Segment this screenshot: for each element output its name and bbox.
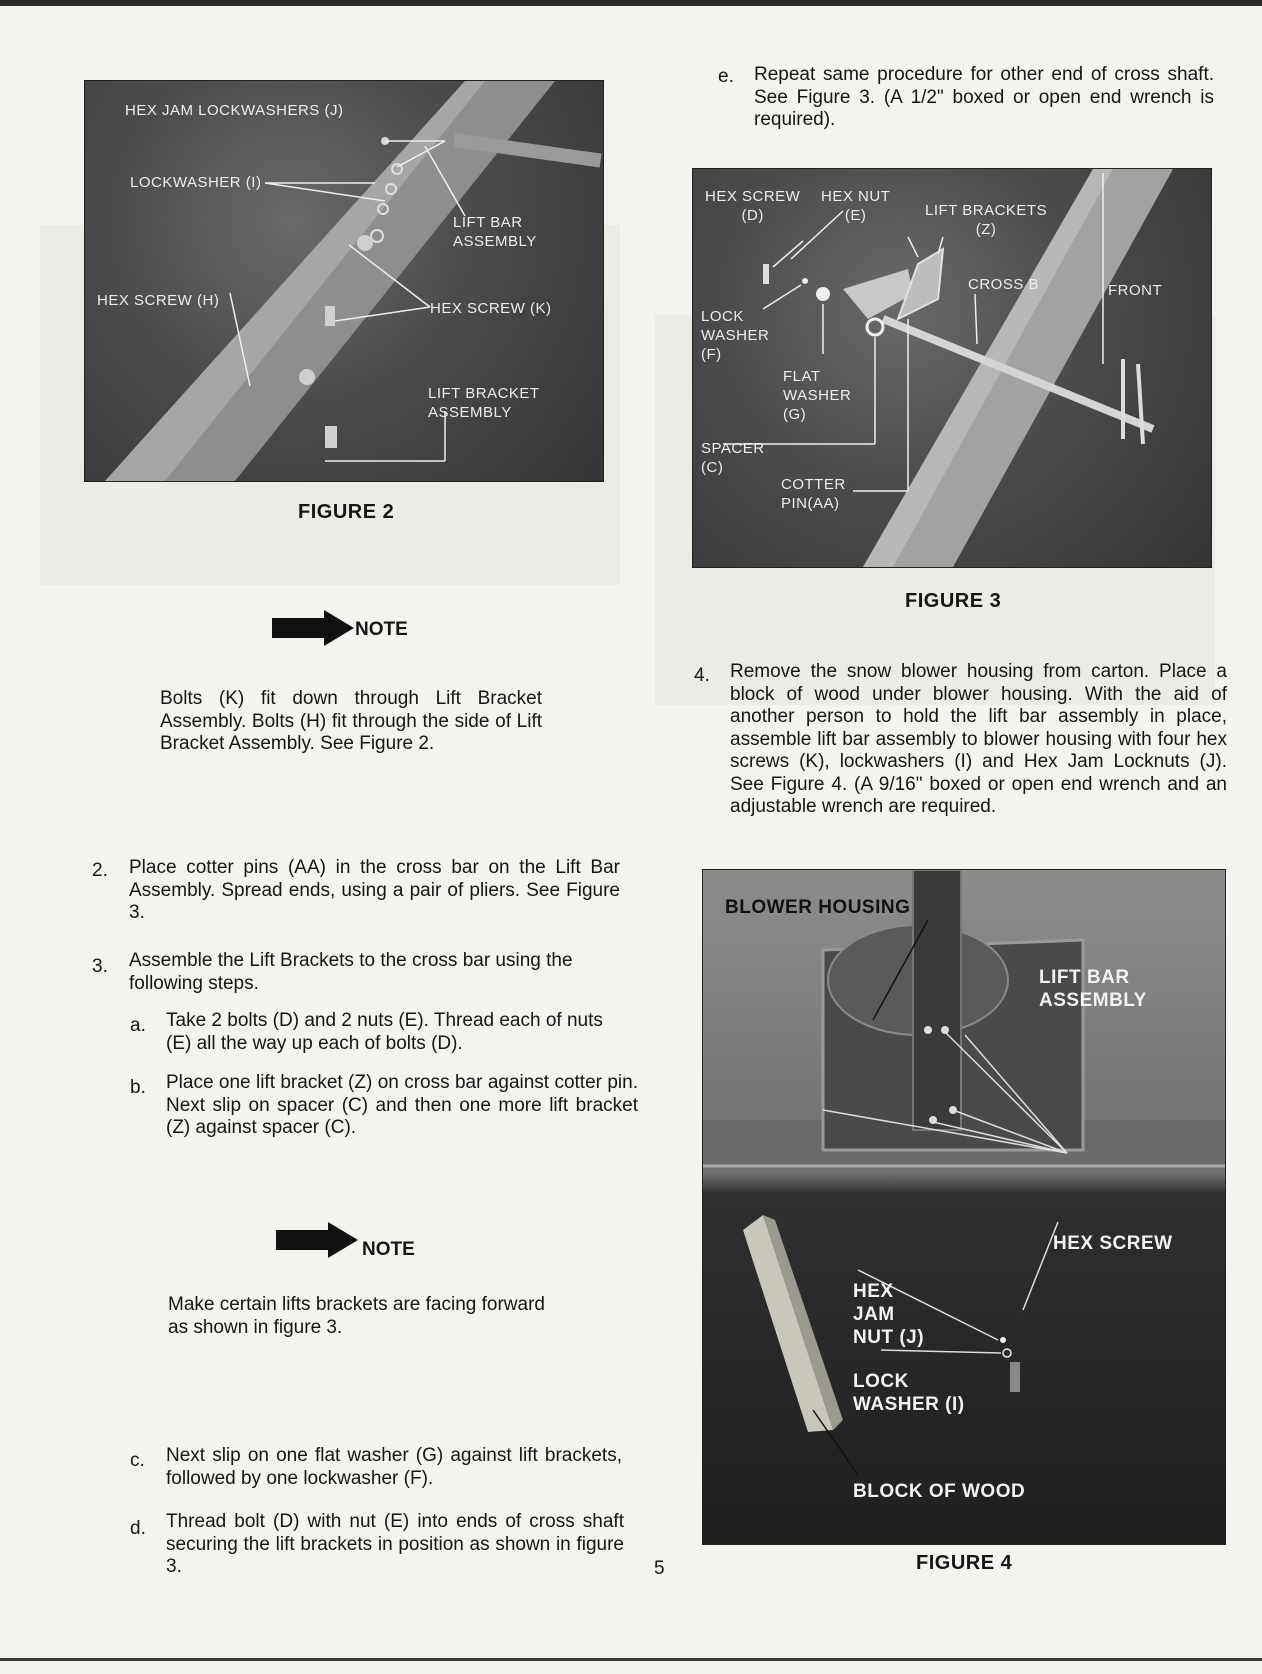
step-3-text: Assemble the Lift Brackets to the cross bar using the following steps. xyxy=(129,950,573,994)
step-c-text: Next slip on one flat washer (G) against lift brackets, followed by one lockwasher (F). xyxy=(166,1445,622,1489)
figure-4-label-hex-jam-nut: HEX JAM NUT (J) xyxy=(853,1281,925,1348)
step-4-number: 4. xyxy=(694,665,710,686)
figure-4-label-lift-bar: LIFT BAR ASSEMBLY xyxy=(1039,967,1147,1011)
note-2-text: Make certain lifts brackets are facing forward as shown in figure 3. xyxy=(168,1294,545,1338)
step-3-number: 3. xyxy=(92,956,108,977)
step-2-number: 2. xyxy=(92,860,108,881)
step-b-letter: b. xyxy=(130,1077,146,1098)
figure-4-photo xyxy=(702,869,1226,1545)
step-d-text: Thread bolt (D) with nut (E) into ends of cross shaft securing the lift brackets in position as shown in figure 3. xyxy=(166,1511,624,1577)
figure-3-label-lift-brackets: LIFT BRACKETS (Z) xyxy=(925,202,1048,238)
page-top-rule xyxy=(0,0,1262,6)
step-c-letter: c. xyxy=(130,1450,145,1471)
figure-2-label-lift-bar: LIFT BAR ASSEMBLY xyxy=(453,214,537,250)
figure-3-label-cotter-pin: COTTER PIN(AA) xyxy=(781,476,846,512)
figure-2-photo xyxy=(84,80,604,482)
figure-3-photo xyxy=(692,168,1212,568)
note-arrow-icon xyxy=(272,610,354,646)
note-1-label: NOTE xyxy=(355,619,408,640)
figure-3-label-front: FRONT xyxy=(1108,282,1163,299)
figure-3-label-hex-nut: HEX NUT (E) xyxy=(821,188,891,224)
step-a-text: Take 2 bolts (D) and 2 nuts (E). Thread each of nuts (E) all the way up each of bolts (D). xyxy=(166,1010,603,1054)
figure-2-label-lockwasher: LOCKWASHER (I) xyxy=(130,174,262,191)
step-d-letter: d. xyxy=(130,1518,146,1539)
figure-3-label-flat-washer: FLAT WASHER (G) xyxy=(783,368,852,423)
note-2-label: NOTE xyxy=(362,1239,415,1260)
figure-2-label-lift-bracket: LIFT BRACKET ASSEMBLY xyxy=(428,385,540,421)
figure-4-caption: FIGURE 4 xyxy=(916,1552,1013,1574)
figure-4-label-block-of-wood: BLOCK OF WOOD xyxy=(853,1481,1026,1502)
page-bottom-rule xyxy=(0,1658,1262,1661)
figure-2-caption: FIGURE 2 xyxy=(298,501,395,523)
note-arrow-icon xyxy=(276,1222,358,1258)
figure-4-label-lock-washer: LOCK WASHER (I) xyxy=(853,1371,965,1415)
step-b-text: Place one lift bracket (Z) on cross bar against cotter pin. Next slip on spacer (C) and then one more lift bracket (Z) against spacer (C). xyxy=(166,1072,638,1138)
figure-2-label-hex-screw-h: HEX SCREW (H) xyxy=(97,292,220,309)
figure-3-caption: FIGURE 3 xyxy=(905,590,1002,612)
figure-2-label-hex-jam: HEX JAM LOCKWASHERS (J) xyxy=(125,102,344,119)
figure-2-label-hex-screw-k: HEX SCREW (K) xyxy=(430,300,552,317)
figure-4-label-blower-housing: BLOWER HOUSING xyxy=(725,897,911,918)
figure-4-label-hex-screw: HEX SCREW xyxy=(1053,1233,1173,1254)
step-e-letter: e. xyxy=(718,66,734,87)
figure-3-label-hex-screw: HEX SCREW (D) xyxy=(705,188,801,224)
step-2-text: Place cotter pins (AA) in the cross bar on the Lift Bar Assembly. Spread ends, using a pair of pliers. See Figure 3. xyxy=(129,857,620,923)
figure-3-label-spacer: SPACER (C) xyxy=(701,440,765,476)
figure-3-label-lock-washer: LOCK WASHER (F) xyxy=(701,308,770,363)
step-a-letter: a. xyxy=(130,1015,146,1036)
figure-3-label-cross-bar: CROSS B xyxy=(968,276,1040,293)
note-1-text: Bolts (K) fit down through Lift Bracket Assembly. Bolts (H) fit through the side of Lift Bracket Assembly. See Figure 2. xyxy=(160,688,542,754)
step-e-text: Repeat same procedure for other end of cross shaft. See Figure 3. (A 1/2" boxed or open end wrench is required). xyxy=(754,64,1214,130)
step-4-text: Remove the snow blower housing from carton. Place a block of wood under blower housing. With the aid of another person to hold the lift bar assembly in place, assemble lift bar assembly to blower housing with four hex screws (K), lockwashers (I) and Hex Jam Locknuts (J). See Figure 4. (A 9/16" boxed or open end wrench and an adjustable wrench are required. xyxy=(730,661,1227,817)
page-number: 5 xyxy=(654,1558,665,1579)
